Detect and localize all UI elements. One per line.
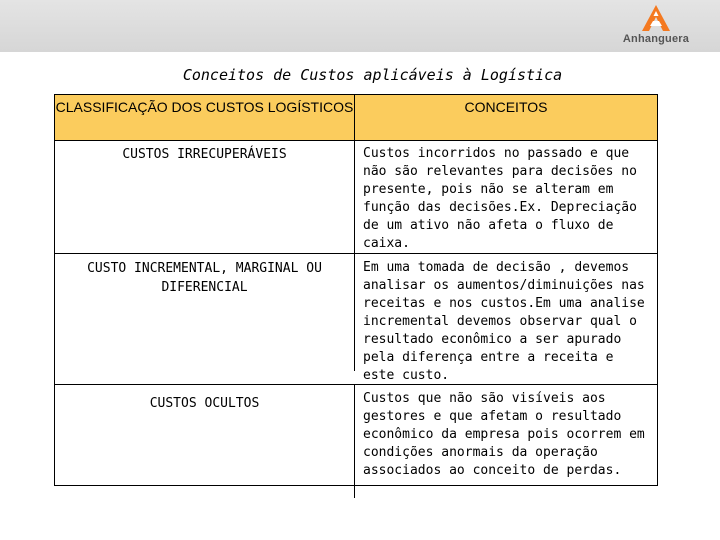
row-3-concept: Custos que não são visíveis aos gestores e que afetam o resultado econômico da empresa pois ocorrem em condições anormais da operação associados ao conceito de perdas. (363, 391, 645, 478)
concepts-table (54, 94, 658, 486)
anhanguera-logo-icon (641, 4, 671, 32)
page-title: Conceitos de Custos aplicáveis à Logística (182, 66, 563, 84)
row-1-concept: Custos incorridos no passado e que não são relevantes para decisões no presente, pois não se alteram em função das decisões.Ex. Depreciação de um ativo não afeta o fluxo de caixa. (363, 146, 637, 251)
header-concepts: CONCEITOS (355, 95, 657, 141)
row-1-classification: CUSTOS IRRECUPERÁVEIS (55, 141, 355, 253)
row-2-concept: Em uma tomada de decisão , devemos analisar os aumentos/diminuições nas receitas e nos custos.Em uma analise incremental devemos observar qual o resultado econômico a ser apurado pela diferença entre a receita e este custo. (363, 260, 645, 383)
row-3-classification: CUSTOS OCULTOS (55, 384, 355, 498)
row-2-classification: CUSTO INCREMENTAL, MARGINAL OU DIFERENCIAL (55, 253, 355, 371)
brand-name: Anhanguera (622, 33, 690, 45)
brand-logo (606, 4, 706, 48)
header-bar (0, 0, 720, 52)
header-classification: CLASSIFICAÇÃO DOS CUSTOS LOGÍSTICOS (55, 95, 355, 141)
